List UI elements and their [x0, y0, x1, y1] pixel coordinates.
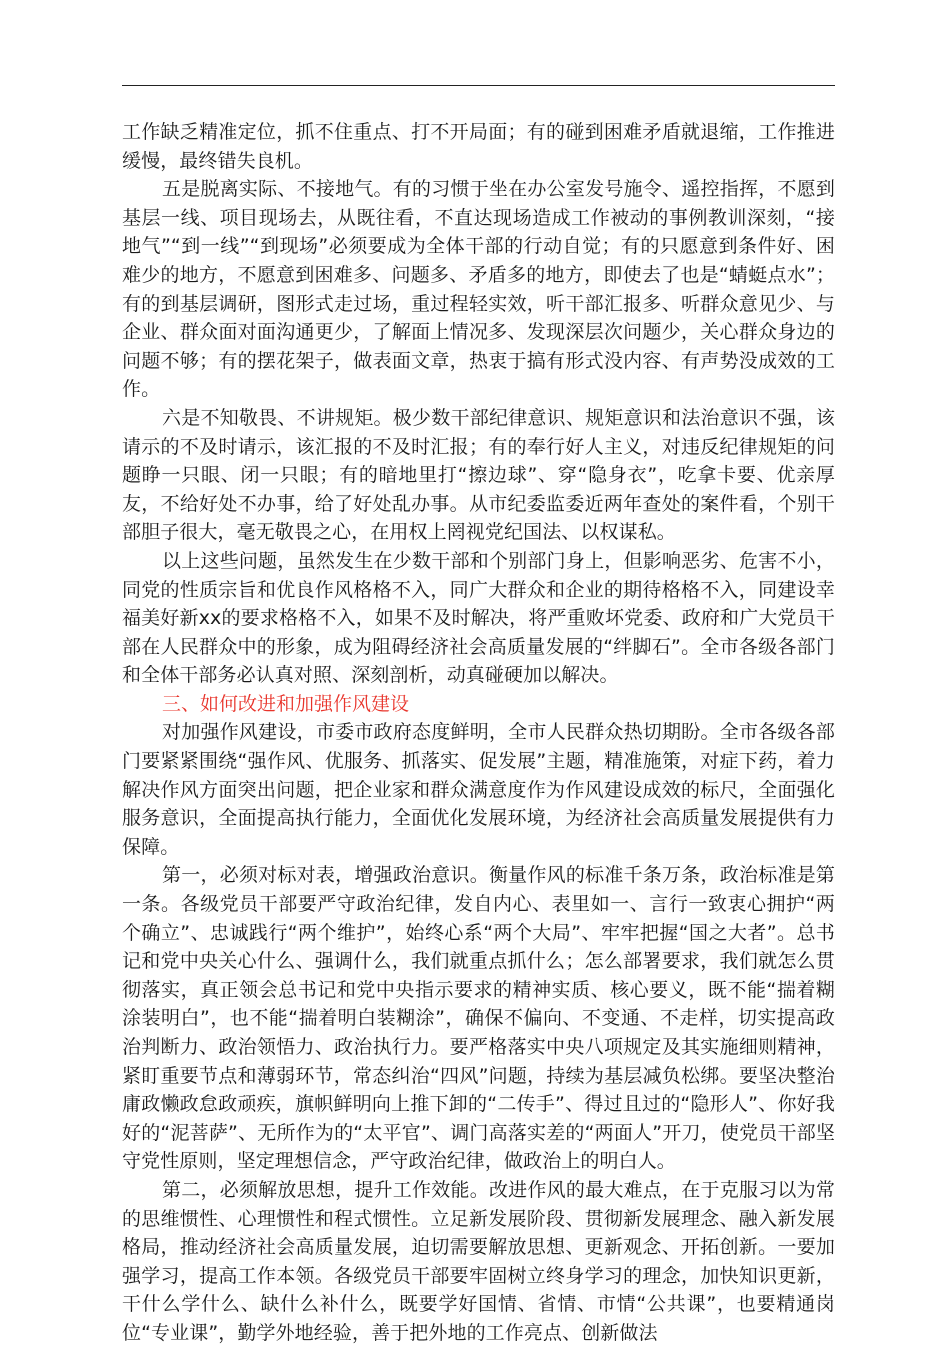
paragraph-continued: 工作缺乏精准定位，抓不住重点、打不开局面；有的碰到困难矛盾就退缩，工作推进缓慢，最终错失良机。: [122, 121, 835, 172]
paragraph-first-measure: 第一，必须对标对表，增强政治意识。衡量作风的标准千条万条，政治标准是第一条。各级党员干部要严守政治纪律，发自内心、表里如一、言行一致衷心拥护“两个确立”、忠诚践行“两个维护”，始终心系“两个大局”、牢牢把握“国之大者”。总书记和党中央关心什么、强调什么，我们就重点抓什么；怎么部署要求，我们就怎么贯彻落实，真正领会总书记和党中央指示要求的精神实质、核心要义，既不能“揣着糊涂装明白”，也不能“揣着明白装糊涂”，确保不偏向、不变通、不走样，切实提高政治判断力、政治领悟力、政治执行力。要严格落实中央八项规定及其实施细则精神，紧盯重要节点和薄弱环节，常态纠治“四风”问题，持续为基层减负松绑。要坚决整治庸政懒政怠政顽疾，旗帜鲜明向上推下卸的“二传手”、得过且过的“隐形人”、你好我好的“泥菩萨”、无所作为的“太平官”、调门高落实差的“两面人”开刀，使党员干部坚守党性原则，坚定理想信念，严守政治纪律，做政治上的明白人。: [122, 864, 835, 1173]
paragraph-section-intro: 对加强作风建设，市委市政府态度鲜明，全市人民群众热切期盼。全市各级各部门要紧紧围绕“强作风、优服务、抓落实、促发展”主题，精准施策，对症下药，着力解决作风方面突出问题，把企业家和群众满意度作为作风建设成效的标尺，全面强化服务意识，全面提高执行能力，全面优化发展环境，为经济社会高质量发展提供有力保障。: [122, 721, 835, 858]
paragraph-summary: 以上这些问题，虽然发生在少数干部和个别部门身上，但影响恶劣、危害不小，同党的性质宗旨和优良作风格格不入，同广大群众和企业的期待格格不入，同建设幸福美好新xx的要求格格不入，如果不及时解决，将严重败坏党委、政府和广大党员干部在人民群众中的形象，成为阻碍经济社会高质量发展的“绊脚石”。全市各级各部门和全体干部务必认真对照、深刻剖析，动真碰硬加以解决。: [122, 549, 835, 687]
document-body: [122, 118, 835, 1348]
paragraph-point-five: 五是脱离实际、不接地气。有的习惯于坐在办公室发号施令、遥控指挥，不愿到基层一线、项目现场去，从既往看，不直达现场造成工作被动的事例教训深刻，“接地气”“到一线”“到现场”必须要成为全体干部的行动自觉；有的只愿意到条件好、困难少的地方，不愿意到困难多、问题多、矛盾多的地方，即使去了也是“蜻蜓点水”；有的到基层调研，图形式走过场，重过程轻实效，听干部汇报多、听群众意见少、与企业、群众面对面沟通更少，了解面上情况多、发现深层次问题少，关心群众身边的问题不够；有的摆花架子，做表面文章，热衷于搞有形式没内容、有声势没成效的工作。: [122, 178, 835, 401]
paragraph-point-six: 六是不知敬畏、不讲规矩。极少数干部纪律意识、规矩意识和法治意识不强，该请示的不及时请示，该汇报的不及时汇报；有的奉行好人主义，对违反纪律规矩的问题睁一只眼、闭一只眼；有的暗地里打“擦边球”、穿“隐身衣”，吃拿卡要、优亲厚友，不给好处不办事，给了好处乱办事。从市纪委监委近两年查处的案件看，个别干部胆子很大，毫无敬畏之心，在用权上罔视党纪国法、以权谋私。: [122, 406, 835, 544]
paragraph-second-measure: 第二，必须解放思想，提升工作效能。改进作风的最大难点，在于克服习以为常的思维惯性、心理惯性和程式惯性。立足新发展阶段、贯彻新发展理念、融入新发展格局，推动经济社会高质量发展，迫切需要解放思想、更新观念、开拓创新。一要加强学习，提高工作本领。各级党员干部要牢固树立终身学习的理念，加快知识更新，干什么学什么、缺什么补什么，既要学好国情、省情、市情“公共课”，也要精通岗位“专业课”，勤学外地经验，善于把外地的工作亮点、创新做法: [122, 1178, 835, 1344]
section-heading: 三、如何改进和加强作风建设: [162, 692, 410, 715]
header-rule: [122, 85, 835, 86]
